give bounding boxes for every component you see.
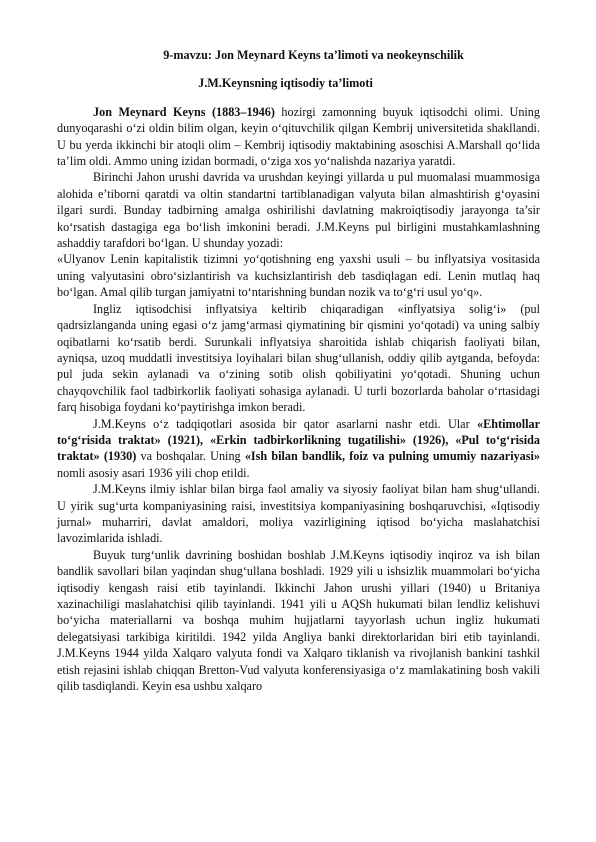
text-run: Buyuk turg‘unlik davrining boshidan boshlab J.M.Keyns iqtisodiy inqiroz va ish bilan bandlik savollari bilan yaqindan shug‘ullana boshladi. 1929 yili u ishsizlik muammolari bo‘yicha iqtisodiy kengash raisi etib tayinlandi. Ikkinchi Jahon urushi yillari (1940) u Britaniya xazinachiligi maslahatchisi qilib tayinlandi. 1941 yili u AQSh hukumati bilan lendliz kelishuvi bo‘yicha materiallarni va boshqa muhim hujjatlarni tayyorlash uchun ingliz hukumati delegatsiyasi tarkibiga kiritildi. 1942 yilda Angliya banki direktorlaridan biri etib tayinlandi. J.M.Keyns 1944 yilda Xalqaro valyuta fondi va Xalqaro tiklanish va rivojlanish bankini tashkil etish rejasini ishlab chiqqan Bretton-Vud valyuta konferensiyasiga o‘z mamlakatining bosh vakili qilib tasdiqlandi. Keyin esa ushbu xalqaro bbox=[57, 547, 540, 694]
paragraph-world-war bbox=[57, 169, 540, 251]
text-run: J.M.Keyns ilmiy ishlar bilan birga faol amaliy va siyosiy faoliyat bilan ham shug‘ullandi. U yirik sug‘urta kompaniyasining raisi, investitsiya kompaniyasining boshqaruvchisi, «Iqtisodiy jurnal» muharriri, davlat amaldori, moliya vazirligining iqtisod bo‘yicha maslahatchisi lavozimlarida ishladi. bbox=[57, 482, 540, 546]
text-run: hozirgi zamonning buyuk iqtisodchi olimi. Uning dunyoqarashi o‘zi oldin bilim olgan, keyin o‘qituvchilik qilgan Kembrij universitetida shakllandi. U bu yerda ikkinchi bir atoqli olim – Kembrij iqtisodiy maktabining asoschisi A.Marshall qo‘lida ta’lim oldi. Ammo uning izidan bormadi, o‘ziga xos yo‘nalishda nazariya yaratdi. bbox=[57, 104, 540, 169]
document-body bbox=[57, 104, 540, 695]
text-run: nomli asosiy asari 1936 yili chop etildi. bbox=[57, 465, 250, 480]
paragraph-works bbox=[57, 416, 540, 482]
text-run: «Ulyanov Lenin kapitalistik tizimni yo‘qotishning eng yaxshi usuli – bu inflyatsiya vositasida uning valyutasini obro‘sizlantirish va kuchsizlantirish deb tasdiqlagan edi. Lenin mutlaq haq bo‘lgan. Amal qilib turgan jamiyatni to‘ntarishning bundan nozik va to‘g‘ri usul yo‘q». bbox=[57, 252, 540, 300]
text-run: J.M.Keyns o‘z tadqiqotlari asosida bir qator asarlarni nashr etdi. Ular bbox=[93, 416, 478, 431]
bold-text-run: «Ehtimollar to‘g‘risida traktat» (1921), «Erkin tadbirkorlikning tugatilishi» (1926), «Pul to‘g‘risida traktat» (1930) bbox=[57, 416, 540, 464]
paragraph-practice bbox=[57, 481, 540, 547]
section-subtitle: J.M.Keynsning iqtisodiy ta’limoti bbox=[198, 76, 373, 91]
bold-text-run: «Ish bilan bandlik, foiz va pulning umumiy nazariyasi» bbox=[244, 449, 540, 464]
paragraph-depression bbox=[57, 547, 540, 695]
paragraph-intro bbox=[57, 104, 540, 170]
page-title: 9-mavzu: Jon Meynard Keyns ta’limoti va neokeynschilik bbox=[163, 48, 464, 62]
paragraph-quote bbox=[57, 251, 540, 300]
text-run: Birinchi Jahon urushi davrida va urushdan keyingi yillarda u pul muomalasi muammosiga alohida e’tiborni qaratdi va oltin standartni tartiblanadigan valyuta bilan almashtirish g‘oyasini ilgari surdi. Bunday tadbirning amalga oshirilishi davlatning makroiqtisodiy jarayonga ta’sir ko‘rsatish dastagiga ega bo‘lish imkonini beradi. J.M.Keyns pul birligini mustahkamlashning ashaddiy tarafdori bo‘lgan. U shunday yozadi: bbox=[57, 170, 540, 251]
paragraph-inflation-tax bbox=[57, 301, 540, 416]
bold-text-run: Jon Meynard Keyns (1883–1946) bbox=[93, 104, 275, 119]
text-run: va boshqalar. Uning bbox=[136, 449, 245, 464]
document-page bbox=[57, 47, 540, 694]
text-run: Ingliz iqtisodchisi inflyatsiya keltirib chiqaradigan «inflyatsiya solig‘i» (pul qadrsizlanganda uning egasi o‘z jamg‘armasi qiymatining bir qismini yo‘qotadi) va uning salbiy oqibatlarni ko‘rsatib berdi. Surunkali inflyatsiya sharoitida ishlab chiqarish faoliyati bilan, ayniqsa, uzoq muddatli investitsiya loyihalari bilan shug‘ullanish, oddiy qilib aytganda, befoyda: pul juda sekin aylanadi va o‘zining sotib olish qobiliyatini yo‘qotadi. Shuning uchun chayqovchilik faol tadbirkorlik faoliyati sohasiga aylanadi. U turli bozorlarda baholar o‘rtasidagi farq hisobiga foydani ko‘paytirishga imkon beradi. bbox=[57, 301, 540, 415]
